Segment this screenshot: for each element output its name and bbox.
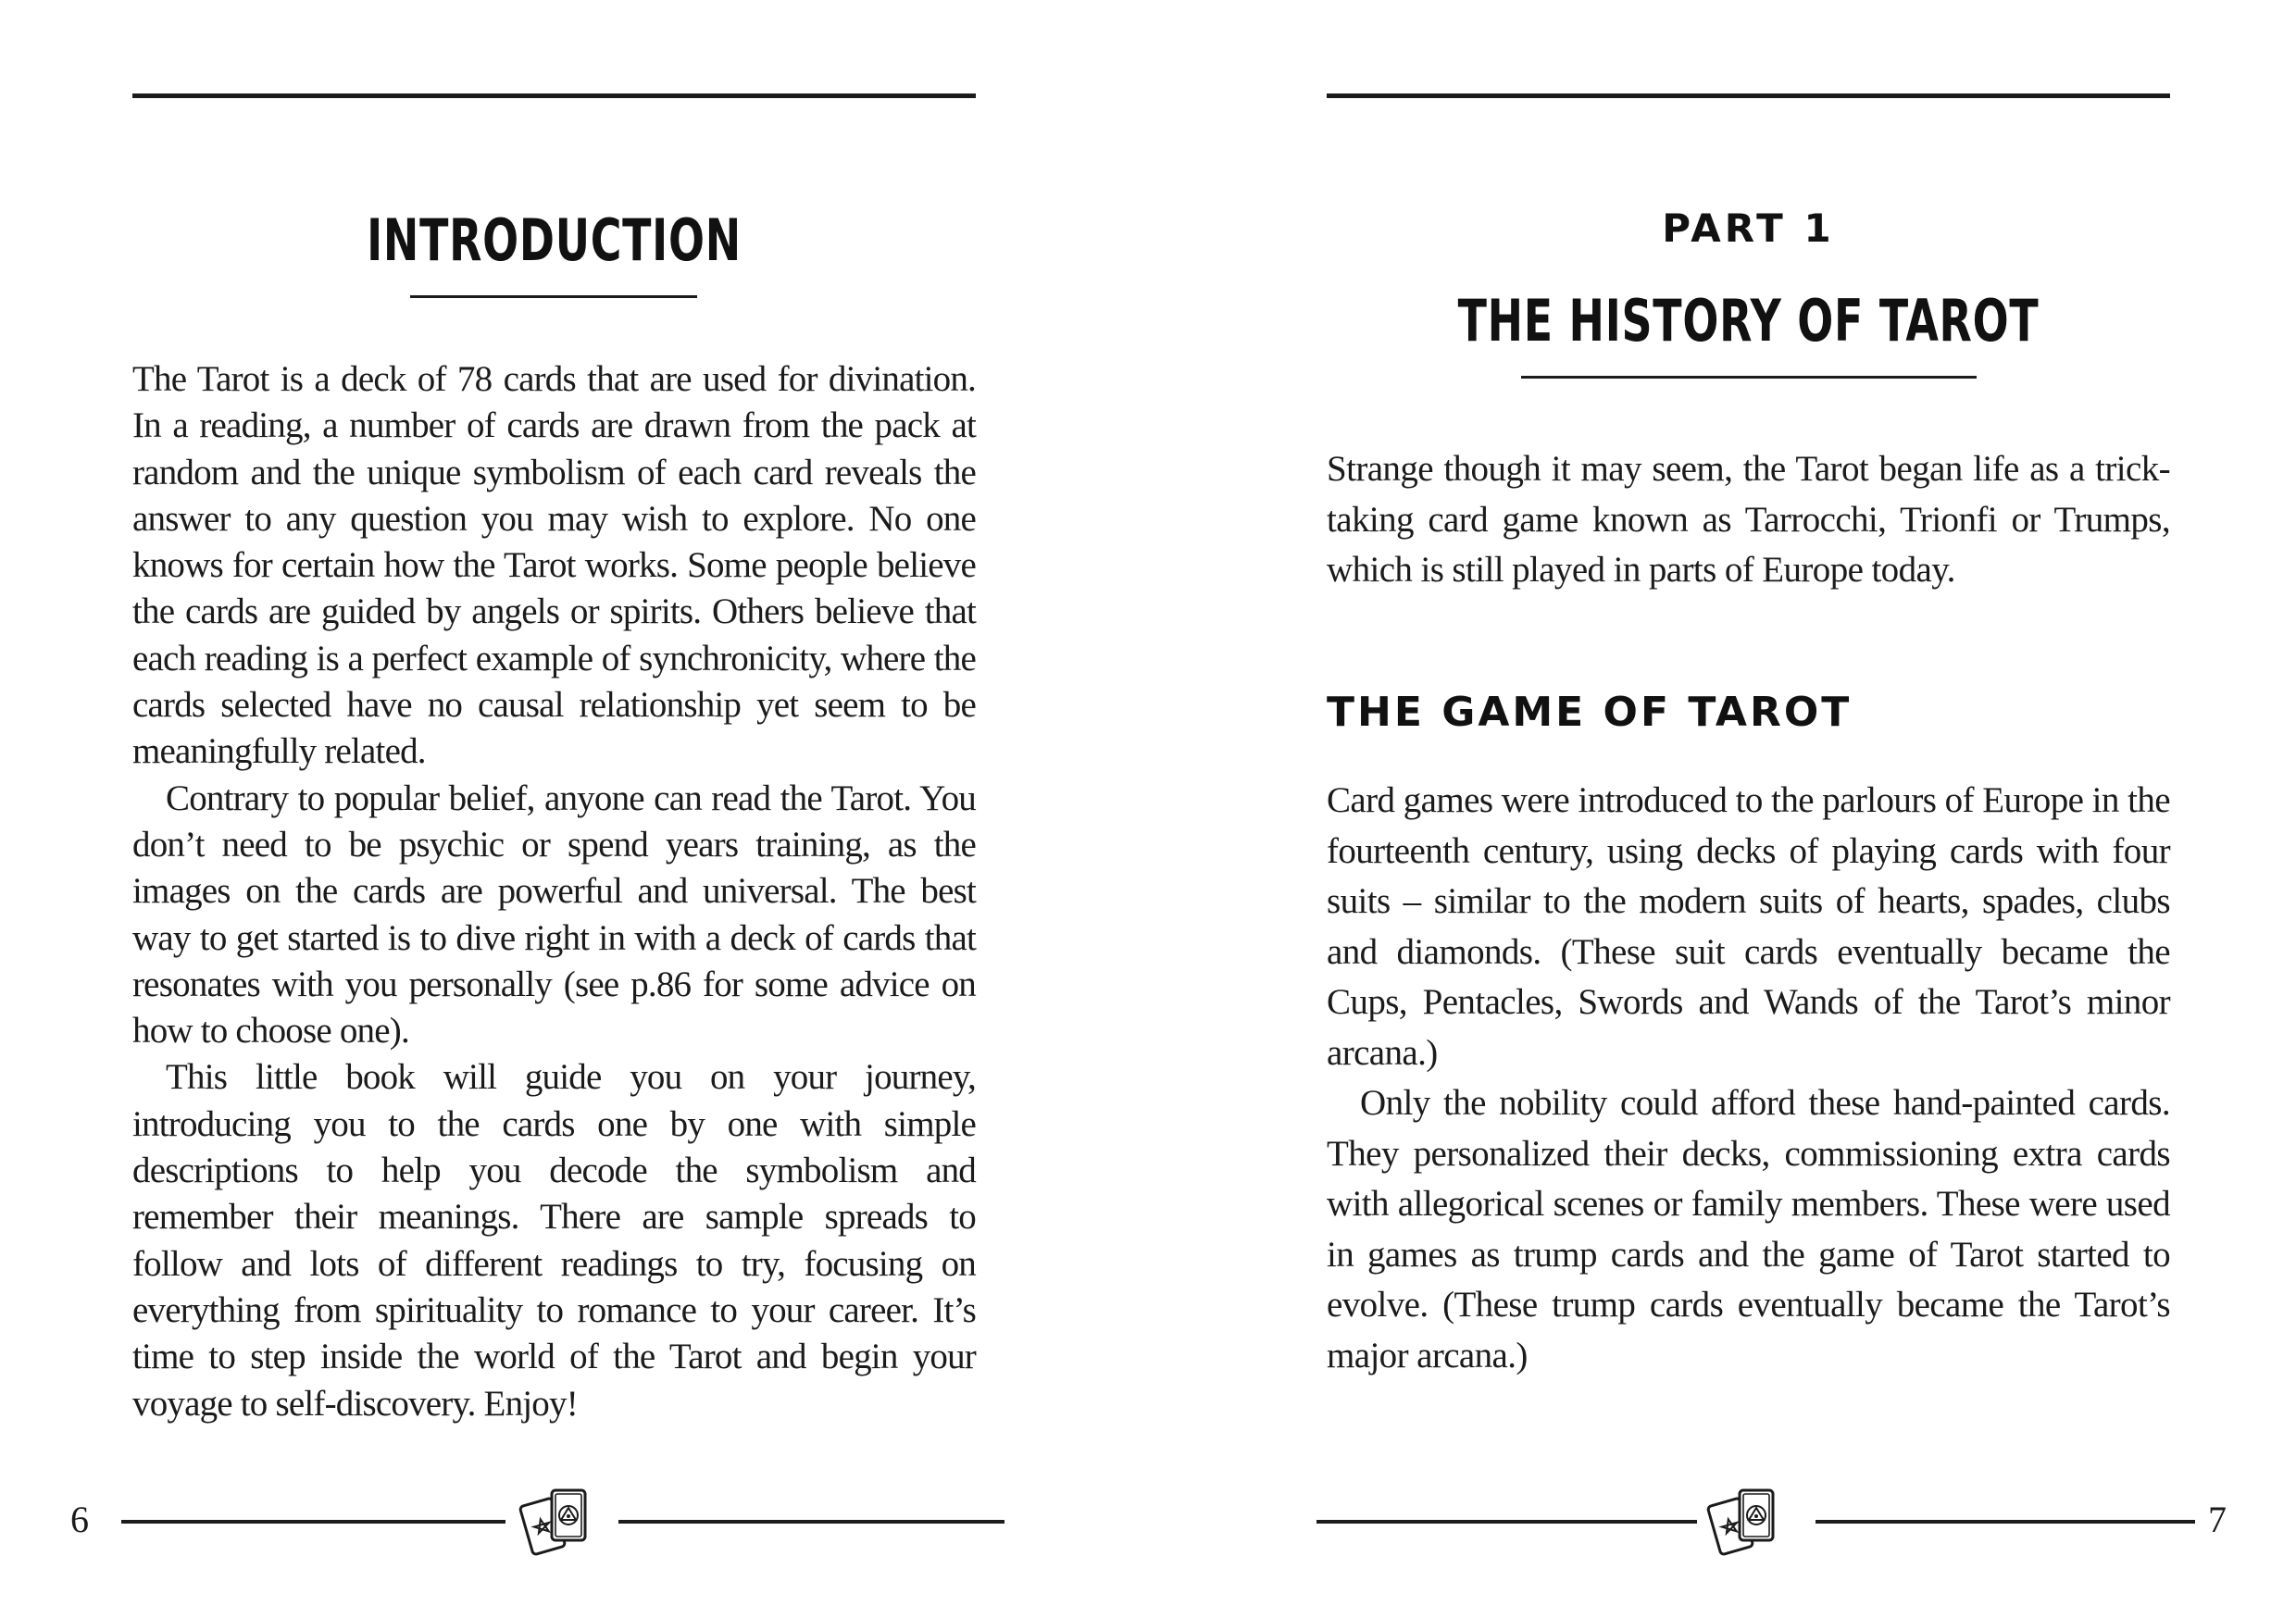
paragraph: The Tarot is a deck of 78 cards that are used for divination. In a reading, a number of cards are drawn from the pack at random and the unique symbolism of each card reveals the answer to any question you may wish to explore. No one knows for certain how the Tarot works. Some people believe the cards are guided by angels or spirits. Others believe that each reading is a perfect example of synchronicity, where the cards selected have no causal relationship yet seem to be meaningfully related. bbox=[132, 359, 976, 772]
tarot-cards-icon bbox=[1703, 1481, 1791, 1566]
footer-rule-right bbox=[1816, 1520, 2195, 1524]
footer-rule-left bbox=[121, 1520, 505, 1524]
paragraph: Strange though it may seem, the Tarot began life as a trick-taking card game known as Tarrocchi, Trionfi or Trumps, which is still played in parts of Europe today. bbox=[1327, 449, 2170, 590]
top-rule bbox=[1327, 93, 2170, 98]
tarot-cards-icon bbox=[515, 1481, 604, 1566]
section-heading: THE GAME OF TAROT bbox=[1327, 689, 1853, 736]
body-text bbox=[132, 356, 976, 1427]
title-underline bbox=[1521, 376, 1977, 379]
paragraph: This little book will guide you on your journey, introducing you to the cards one by one with simple descriptions to help you decode the symbolism and remember their meanings. There are sample spreads to follow and lots of different readings to try, focusing on everything from spirituality to romance to your career. It’s time to step inside the world of the Tarot and begin your voyage to self-discovery. Enjoy! bbox=[132, 1057, 976, 1424]
part-label: PART 1 bbox=[1662, 205, 1835, 251]
page-number: 6 bbox=[70, 1499, 89, 1540]
title-underline bbox=[410, 295, 697, 298]
page-number: 7 bbox=[2208, 1499, 2227, 1540]
paragraph: Only the nobility could afford these hand-painted cards. They personalized their decks, commissioning extra cards with allegorical scenes or family members. These were used in games as trump cards and the game of Tarot started to evolve. (These trump cards eventually became the Tarot’s major arcana.) bbox=[1327, 1083, 2170, 1375]
paragraph: Card games were introduced to the parlours of Europe in the fourteenth century, using decks of playing cards with four suits – similar to the modern suits of hearts, spades, clubs and diamonds. (These suit cards eventually became the Cups, Pentacles, Swords and Wands of the Tarot’s minor arcana.) bbox=[1327, 780, 2170, 1073]
page-title: INTRODUCTION bbox=[367, 206, 742, 274]
top-rule bbox=[132, 93, 976, 98]
right-page bbox=[1148, 0, 2296, 1618]
section-body bbox=[1327, 776, 2170, 1381]
paragraph: Contrary to popular belief, anyone can read the Tarot. You don’t need to be psychic or spend years training, as the images on the cards are powerful and universal. The best way to get started is to dive right in with a deck of cards that resonates with you personally (see p.86 for some advice on how to choose one). bbox=[132, 778, 976, 1052]
footer-rule-right bbox=[618, 1520, 1004, 1524]
footer-rule-left bbox=[1316, 1520, 1697, 1524]
chapter-title: THE HISTORY OF TAROT bbox=[1457, 287, 2040, 355]
intro-paragraph bbox=[1327, 444, 2170, 596]
